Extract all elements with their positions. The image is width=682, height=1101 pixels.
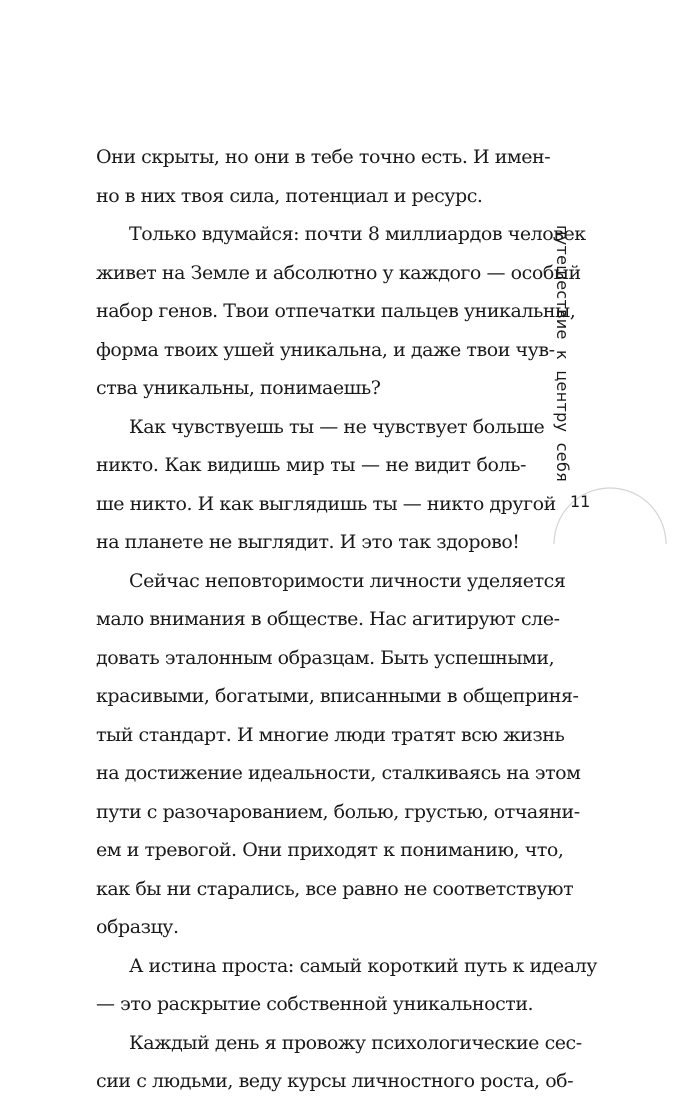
text-line: Сейчас неповторимости личности уделяется [129,569,566,592]
text-line: на достижение идеальности, сталкиваясь на этом [96,762,581,784]
text-line: ше никто. И как выглядишь ты — никто другой [96,492,556,515]
running-head [552,224,574,482]
text-line: ства уникальны, понимаешь? [96,377,381,399]
text-line: Они скрыты, но они в тебе точно есть. И имен- [96,146,551,168]
running-head-text: путешествие к центру себя [553,224,573,482]
text-line: как бы ни старались, все равно не соответствуют [96,877,574,900]
text-line: мало внимания в обществе. Нас агитируют сле- [96,608,560,630]
text-line: живет на Земле и абсолютно у каждого — особый [96,261,581,284]
text-line: форма твоих ушей уникальна, и даже твои чув- [96,338,555,361]
text-line: Только вдумайся: почти 8 миллиардов человек [129,223,586,245]
text-line: но в них твоя сила, потенциал и ресурс. [96,184,483,207]
text-line: на планете не выглядит. И это так здорово! [96,531,520,553]
text-line: А истина проста: самый короткий путь к идеалу [129,954,597,977]
text-line: сии с людьми, веду курсы личностного роста, об- [96,1070,574,1092]
text-line: никто. Как видишь мир ты — не видит боль- [96,454,526,476]
page-number: 11 [570,492,591,511]
text-line: ем и тревогой. Они приходят к пониманию, что, [96,839,564,861]
text-line: образцу. [96,916,179,938]
text-line: красивыми, богатыми, вписанными в общеприня- [96,685,579,707]
text-line: набор генов. Твои отпечатки пальцев уникальны, [96,300,576,322]
text-line: довать эталонным образцам. Быть успешными, [96,646,555,669]
text-line: тый стандарт. И многие люди тратят всю жизнь [96,723,565,746]
text-line: — это раскрытие собственной уникальности. [96,993,534,1015]
text-line: Как чувствуешь ты — не чувствует больше [129,415,545,438]
page-number-arc [536,468,682,544]
text-line: Каждый день я провожу психологические сес- [129,1031,582,1054]
text-line: пути с разочарованием, болью, грустью, отчаяни- [96,800,580,823]
